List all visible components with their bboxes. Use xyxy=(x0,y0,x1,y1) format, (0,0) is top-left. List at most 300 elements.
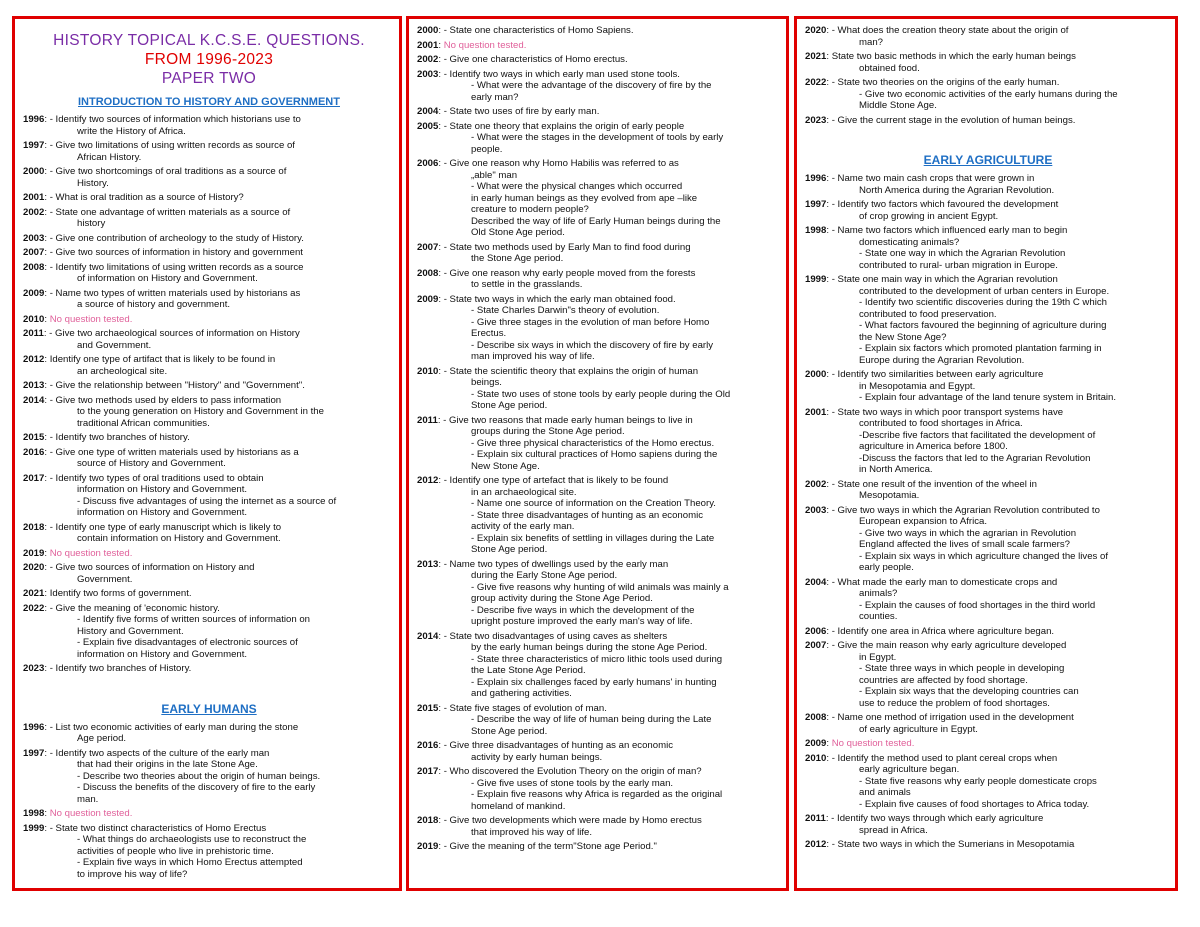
question-text: and animals xyxy=(859,787,911,798)
question-text: - State five stages of evolution of man. xyxy=(443,702,607,714)
question-year: 2002 xyxy=(417,54,439,65)
question-text: creature to modern people? xyxy=(471,204,589,215)
question-text: - Explain five disadvantages of electronic sources of xyxy=(77,637,298,648)
question-line xyxy=(417,279,782,291)
question-text: - Explain six challenges faced by early humans' in hunting xyxy=(471,676,717,688)
question-line xyxy=(805,675,1171,687)
question-text: Stone Age period. xyxy=(471,725,548,737)
question-text: No question tested. xyxy=(49,808,133,819)
question-year: 2022 xyxy=(805,77,827,88)
question-line xyxy=(805,698,1171,710)
question-line: 2018: - Identify one type of early manuscript which is likely to xyxy=(23,521,282,533)
question-entry xyxy=(805,640,1171,709)
question-line xyxy=(805,248,1171,260)
question-entry xyxy=(417,559,782,628)
question-entry xyxy=(23,663,395,675)
question-text: - Identify one type of artefact that is likely to be found xyxy=(443,475,669,486)
question-year: 1999 xyxy=(805,274,827,285)
question-line xyxy=(417,438,782,450)
question-year: 2006 xyxy=(805,625,827,637)
column-3 xyxy=(794,16,1178,891)
question-text: - What were the stages in the development of tools by early xyxy=(471,132,724,143)
question-text: -Describe five factors that facilitated the development of xyxy=(859,429,1096,441)
question-text: No question tested. xyxy=(443,39,527,51)
question-year: 1997 xyxy=(805,199,827,210)
early-agriculture-list xyxy=(805,173,1171,854)
question-line: 1999: - State one main way in which the Agrarian revolution xyxy=(805,274,1058,285)
question-text: - Identify two sources of information which historians use to xyxy=(49,114,301,125)
question-line: 2003: - Give one contribution of archeology to the study of History. xyxy=(23,232,304,244)
question-text: - Give two economic activities of the early humans during the xyxy=(859,88,1118,100)
question-line: 2002: - State one result of the invention of the wheel in xyxy=(805,478,1038,490)
question-text: early agriculture began. xyxy=(859,764,960,775)
question-year: 2022 xyxy=(23,602,45,614)
question-text: North America during the Agrarian Revolution. xyxy=(859,184,1055,196)
question-text: early man? xyxy=(471,91,519,103)
question-text: activity by early human beings. xyxy=(471,751,603,763)
question-text: No question tested. xyxy=(831,738,915,749)
question-text: to improve his way of life? xyxy=(77,868,188,880)
question-text: New Stone Age. xyxy=(471,460,540,472)
question-text: early people. xyxy=(859,562,914,573)
question-line xyxy=(417,317,782,329)
question-line xyxy=(805,392,1171,404)
question-line xyxy=(23,771,395,783)
question-line xyxy=(805,286,1171,298)
question-text: - Give five reasons why hunting of wild animals was mainly a xyxy=(471,581,729,593)
question-text: - Give two methods used by elders to pass information xyxy=(49,394,282,406)
question-year: 2021 xyxy=(23,588,45,599)
question-year: 2007 xyxy=(23,247,45,258)
question-entry xyxy=(23,722,395,745)
question-line: 2019: No question tested. xyxy=(23,547,133,559)
question-text: - Identify one area in Africa where agriculture began. xyxy=(831,625,1055,637)
question-line xyxy=(417,642,782,654)
question-line xyxy=(417,827,782,839)
question-year: 2009 xyxy=(417,293,439,305)
intro-question-list xyxy=(23,114,395,678)
question-line: 1999: - State two distinct characteristics of Homo Erectus xyxy=(23,822,267,834)
question-line: 2008: - Give one reason why early people moved from the forests xyxy=(417,267,696,279)
question-line xyxy=(417,400,782,412)
question-line: 2012: - Identify one type of artefact that is likely to be found xyxy=(417,475,669,486)
question-text: - Give one reason why early people moved from the forests xyxy=(443,267,696,279)
question-text: - Give five uses of stone tools by the early man. xyxy=(471,777,674,789)
question-text: - Identify two scientific discoveries during the 19th C which xyxy=(859,297,1107,308)
question-text: - State one characteristics of Homo Sapiens. xyxy=(443,25,634,36)
question-line xyxy=(805,539,1171,551)
question-line xyxy=(805,686,1171,698)
question-line xyxy=(417,340,782,352)
question-text: by the early human beings during the stone Age Period. xyxy=(471,642,708,653)
question-line xyxy=(805,63,1171,75)
question-entry xyxy=(23,207,395,230)
question-line xyxy=(805,776,1171,788)
question-year: 1996 xyxy=(23,114,45,125)
question-year: 2007 xyxy=(805,640,827,651)
question-text: - Give three physical characteristics of the Homo erectus. xyxy=(471,437,715,449)
question-year: 2021 xyxy=(805,51,827,62)
question-entry xyxy=(23,114,395,137)
question-line xyxy=(805,588,1171,600)
question-line: 1997: - Give two limitations of using written records as source of xyxy=(23,140,295,151)
question-text: man. xyxy=(77,793,99,805)
question-line xyxy=(417,533,782,545)
question-line: 2001: - What is oral tradition as a source of History? xyxy=(23,192,244,203)
question-line: 2020: - Give two sources of information on History and xyxy=(23,562,255,573)
question-text: - Give the current stage in the evolution of human beings. xyxy=(831,114,1076,126)
question-line: 2000: - Identify two similarities between early agriculture xyxy=(805,369,1044,380)
question-entry xyxy=(417,69,782,104)
question-text: - List two economic activities of early man during the stone xyxy=(49,721,299,733)
question-line xyxy=(23,533,395,545)
question-text: an archeological site. xyxy=(77,365,168,377)
question-entry xyxy=(805,407,1171,476)
question-line xyxy=(23,418,395,430)
question-entry xyxy=(417,766,782,812)
question-text: No question tested. xyxy=(49,547,133,559)
question-year: 2012 xyxy=(23,354,45,365)
question-line xyxy=(417,521,782,533)
question-text: - Give two sources of information on History and xyxy=(49,562,255,573)
question-year: 2001 xyxy=(23,192,45,203)
question-year: 2012 xyxy=(417,475,439,486)
question-line xyxy=(23,869,395,881)
column-2 xyxy=(406,16,789,891)
question-text: Identify one type of artifact that is likely to be found in xyxy=(49,354,276,365)
question-text: - Explain six cultural practices of Homo sapiens during the xyxy=(471,449,718,460)
page-title xyxy=(23,31,395,88)
question-line: 1996: - Name two main cash crops that were grown in xyxy=(805,173,1035,184)
question-entry xyxy=(417,294,782,363)
question-year: 2020 xyxy=(805,25,827,36)
question-text: the Late Stone Age Period. xyxy=(471,665,586,676)
question-text: State two basic methods in which the early human beings xyxy=(831,51,1076,62)
question-line: 2023: - Identify two branches of History. xyxy=(23,663,192,674)
question-year: 2004 xyxy=(417,106,439,117)
question-line: 2004: - State two uses of fire by early man. xyxy=(417,106,600,117)
question-year: 1998 xyxy=(23,808,45,819)
question-line xyxy=(417,227,782,239)
question-text: - State two disadvantages of using caves as shelters xyxy=(443,630,668,642)
question-text: - State Charles Darwin"s theory of evolution. xyxy=(471,305,660,316)
question-entry xyxy=(805,274,1171,366)
question-text: Described the way of life of Early Human beings during the xyxy=(471,215,721,227)
question-line xyxy=(417,726,782,738)
question-entry xyxy=(23,522,395,545)
question-line xyxy=(417,544,782,556)
question-year: 2015 xyxy=(417,702,439,714)
question-text: of information on History and Government. xyxy=(77,273,258,284)
question-year: 2004 xyxy=(805,576,827,588)
question-year: 2007 xyxy=(417,241,439,253)
question-text: contributed to the development of urban centers in Europe. xyxy=(859,285,1110,297)
question-year: 2005 xyxy=(417,120,439,132)
question-year: 2008 xyxy=(417,267,439,279)
question-line xyxy=(805,185,1171,197)
question-text: and Government. xyxy=(77,339,152,351)
question-text: - Explain six ways that the developing countries can xyxy=(859,686,1079,697)
question-entry xyxy=(417,268,782,291)
question-text: of crop growing in ancient Egypt. xyxy=(859,210,999,222)
question-line: 2009: No question tested. xyxy=(805,738,915,749)
question-text: „able" man xyxy=(471,169,518,181)
question-year: 2001 xyxy=(805,406,827,418)
question-year: 1996 xyxy=(805,173,827,184)
question-entry xyxy=(417,158,782,239)
question-entry xyxy=(805,479,1171,502)
question-text: groups during the Stone Age period. xyxy=(471,426,625,437)
question-text: - Give two reasons that made early human beings to live in xyxy=(443,414,693,426)
question-text: - Name two factors which influenced early man to begin xyxy=(831,225,1068,236)
question-line xyxy=(23,273,395,285)
question-text: Stone Age period. xyxy=(471,400,548,411)
question-entry xyxy=(417,366,782,412)
question-line xyxy=(805,37,1171,49)
question-entry xyxy=(23,288,395,311)
question-line: 2002: - State one advantage of written materials as a source of xyxy=(23,206,291,218)
question-text: Middle Stone Age. xyxy=(859,100,937,111)
question-year: 1998 xyxy=(805,225,827,236)
question-text: information on History and Government. xyxy=(77,484,248,495)
question-line: 2002: - Give one characteristics of Homo erectus. xyxy=(417,54,628,65)
question-line xyxy=(23,733,395,745)
question-year: 2009 xyxy=(23,287,45,299)
question-year: 2016 xyxy=(417,740,439,751)
question-line xyxy=(417,449,782,461)
question-entry xyxy=(417,106,782,118)
question-line xyxy=(417,593,782,605)
question-line: 1996: - Identify two sources of information which historians use to xyxy=(23,114,301,125)
question-text: - Identify five forms of written sources of information on xyxy=(77,614,311,625)
question-line xyxy=(805,611,1171,623)
question-text: - Identify two limitations of using written records as a source xyxy=(49,261,304,273)
question-text: - State two uses of fire by early man. xyxy=(443,106,600,117)
question-line xyxy=(417,605,782,617)
question-line xyxy=(805,211,1171,223)
question-line xyxy=(417,328,782,340)
question-line: 2007: - State two methods used by Early Man to find food during xyxy=(417,241,691,253)
question-line: 1997: - Identify two factors which favoured the development xyxy=(805,199,1059,210)
question-line: 2015: - Identify two branches of history. xyxy=(23,432,190,443)
question-line: 2009: - State two ways in which the early man obtained food. xyxy=(417,293,676,305)
question-line: 2007: - Give two sources of information in history and government xyxy=(23,247,303,258)
question-line: 2004: - What made the early man to domesticate crops and xyxy=(805,576,1058,588)
question-line xyxy=(417,377,782,389)
question-line xyxy=(23,782,395,794)
question-text: source of History and Government. xyxy=(77,458,226,469)
question-year: 1996 xyxy=(23,721,45,733)
question-line xyxy=(805,724,1171,736)
question-text: Government. xyxy=(77,573,133,585)
question-line: 2023: - Give the current stage in the evolution of human beings. xyxy=(805,114,1076,126)
question-text: - Identify the method used to plant cereal crops when xyxy=(831,752,1058,764)
question-text: in Egypt. xyxy=(859,651,897,663)
question-text: - Give three disadvantages of hunting as an economic xyxy=(443,740,674,751)
question-text: - State two ways in which the Sumerians in Mesopotamia xyxy=(831,839,1075,850)
question-year: 2015 xyxy=(23,432,45,443)
question-line xyxy=(23,846,395,858)
question-text: - Who discovered the Evolution Theory on the origin of man? xyxy=(443,766,702,777)
question-text: that had their origins in the late Stone Age. xyxy=(77,759,258,770)
question-entry xyxy=(805,199,1171,222)
question-text: - Give two developments which were made by Homo erectus xyxy=(443,815,702,826)
question-line xyxy=(805,825,1171,837)
question-line xyxy=(417,570,782,582)
question-text: - What factors favoured the beginning of agriculture during xyxy=(859,320,1107,331)
question-line: 2014: - Give two methods used by elders to pass information xyxy=(23,394,282,406)
question-entry xyxy=(23,548,395,560)
question-entry xyxy=(23,328,395,351)
question-text: to settle in the grasslands. xyxy=(471,279,583,290)
question-entry xyxy=(805,505,1171,574)
question-line xyxy=(23,126,395,138)
question-entry xyxy=(805,813,1171,836)
question-text: - What were the physical changes which occurred xyxy=(471,181,683,192)
question-entry xyxy=(23,562,395,585)
question-year: 2014 xyxy=(417,630,439,642)
question-text: - State one way in which the Agrarian Revolution xyxy=(859,248,1066,259)
question-line: 2010: - State the scientific theory that explains the origin of human xyxy=(417,365,699,377)
question-line xyxy=(417,80,782,92)
question-entry xyxy=(23,603,395,661)
question-text: - Name one method of irrigation used in the development xyxy=(831,712,1074,723)
question-text: activity of the early man. xyxy=(471,521,575,532)
question-line xyxy=(23,834,395,846)
question-year: 2003 xyxy=(805,504,827,516)
question-year: 2023 xyxy=(23,663,45,674)
early-humans-list-3 xyxy=(805,25,1171,129)
question-line: 1998: - Name two factors which influenced early man to begin xyxy=(805,225,1068,236)
question-text: use to reduce the problem of food shortages. xyxy=(859,697,1050,709)
question-line xyxy=(417,193,782,205)
question-entry xyxy=(417,415,782,473)
question-text: people. xyxy=(471,143,503,155)
question-year: 2001 xyxy=(417,39,439,51)
question-line: 2008: - Name one method of irrigation used in the development xyxy=(805,712,1074,723)
question-text: - Discuss the benefits of the discovery of fire to the early xyxy=(77,782,316,793)
question-line: 2003: - Give two ways in which the Agrarian Revolution contributed to xyxy=(805,504,1100,516)
question-text: - Give the relationship between "History" and "Government". xyxy=(49,380,305,391)
question-year: 1997 xyxy=(23,140,45,151)
question-entry xyxy=(23,166,395,189)
question-text: - State two uses of stone tools by early people during the Old xyxy=(471,388,731,400)
question-text: - Name one source of information on the Creation Theory. xyxy=(471,498,716,509)
question-text: - What made the early man to domesticate crops and xyxy=(831,576,1058,588)
question-line: 2008: - Identify two limitations of using written records as a source xyxy=(23,261,304,273)
question-line xyxy=(805,297,1171,309)
question-line xyxy=(417,170,782,182)
question-entry xyxy=(805,753,1171,811)
question-line xyxy=(417,204,782,216)
question-text: - Give three stages in the evolution of man before Homo xyxy=(471,316,710,328)
question-text: - State three disadvantages of hunting as an economic xyxy=(471,509,703,521)
question-year: 2003 xyxy=(417,68,439,80)
question-line: 2013: - Give the relationship between "History" and "Government". xyxy=(23,380,305,391)
question-text: - State one main way in which the Agrarian revolution xyxy=(831,274,1058,285)
question-line xyxy=(805,528,1171,540)
question-text: contributed to food shortages in Africa. xyxy=(859,418,1023,429)
question-text: - Identify two types of oral traditions used to obtain xyxy=(49,472,264,484)
question-year: 2016 xyxy=(23,446,45,458)
question-text: - Give one reason why Homo Habilis was referred to as xyxy=(443,158,679,169)
question-text: - Give one characteristics of Homo erectus. xyxy=(443,54,628,65)
question-text: - Identify two ways through which early agriculture xyxy=(831,813,1044,824)
question-text: - Identify two branches of History. xyxy=(49,663,192,674)
question-line xyxy=(417,677,782,689)
question-text: - Identify two aspects of the culture of the early man xyxy=(49,747,270,759)
question-line xyxy=(805,453,1171,465)
question-line xyxy=(805,464,1171,476)
question-year: 1997 xyxy=(23,747,45,759)
question-text: man improved his way of life. xyxy=(471,351,595,362)
question-line xyxy=(417,132,782,144)
question-line xyxy=(417,801,782,813)
question-text: - Identify two ways in which early man used stone tools. xyxy=(443,68,680,80)
question-line xyxy=(805,343,1171,355)
question-text: contain information on History and Government. xyxy=(77,533,281,544)
question-entry xyxy=(23,380,395,392)
question-entry xyxy=(805,738,1171,750)
question-line xyxy=(417,752,782,764)
question-text: - Name two types of dwellings used by the early man xyxy=(443,558,669,570)
question-year: 2018 xyxy=(417,815,439,826)
question-line xyxy=(805,600,1171,612)
question-line xyxy=(23,178,395,190)
title-line-1: HISTORY TOPICAL K.C.S.E. QUESTIONS. xyxy=(53,32,365,49)
question-line: 2011: - Identify two ways through which early agriculture xyxy=(805,813,1044,824)
question-text: History and Government. xyxy=(77,625,184,637)
question-entry xyxy=(23,262,395,285)
question-text: history xyxy=(77,218,106,229)
question-text: - Explain four advantage of the land tenure system in Britain. xyxy=(859,392,1117,403)
question-text: - Give two sources of information in history and government xyxy=(49,247,303,258)
question-entry xyxy=(805,77,1171,112)
question-line: 2018: - Give two developments which were made by Homo erectus xyxy=(417,815,702,826)
section-heading-intro: INTRODUCTION TO HISTORY AND GOVERNMENT xyxy=(78,96,340,108)
question-line xyxy=(417,654,782,666)
question-line xyxy=(805,787,1171,799)
question-line xyxy=(805,490,1171,502)
question-text: traditional African communities. xyxy=(77,417,210,429)
question-text: activities of people who live in prehistoric time. xyxy=(77,845,274,857)
question-line xyxy=(805,562,1171,574)
question-text: - What is oral tradition as a source of History? xyxy=(49,192,244,203)
question-text: No question tested. xyxy=(49,313,133,325)
question-year: 2014 xyxy=(23,394,45,406)
question-text: - Give the meaning of the term"Stone age Period." xyxy=(443,841,657,852)
question-line xyxy=(417,778,782,790)
question-text: in Mesopotamia and Egypt. xyxy=(859,380,976,392)
question-text: Mesopotamia. xyxy=(859,490,920,501)
question-text: - Describe two theories about the origin of human beings. xyxy=(77,770,321,782)
question-line: 2006: - Give one reason why Homo Habilis was referred to as xyxy=(417,158,679,169)
question-line xyxy=(417,665,782,677)
question-text: animals? xyxy=(859,588,898,599)
question-entry xyxy=(417,841,782,853)
question-line: 2015: - State five stages of evolution of man. xyxy=(417,702,607,714)
question-year: 2012 xyxy=(805,839,827,850)
question-line xyxy=(417,305,782,317)
question-year: 2008 xyxy=(23,261,45,273)
question-text: write the History of Africa. xyxy=(77,125,186,137)
question-year: 2003 xyxy=(23,232,45,244)
question-line xyxy=(805,516,1171,528)
question-text: - Describe the way of life of human being during the Late xyxy=(471,714,712,725)
title-line-3: PAPER TWO xyxy=(161,70,257,87)
question-text: - State two theories on the origins of the early human. xyxy=(831,77,1060,88)
question-line: 2013: - Name two types of dwellings used by the early man xyxy=(417,558,669,570)
